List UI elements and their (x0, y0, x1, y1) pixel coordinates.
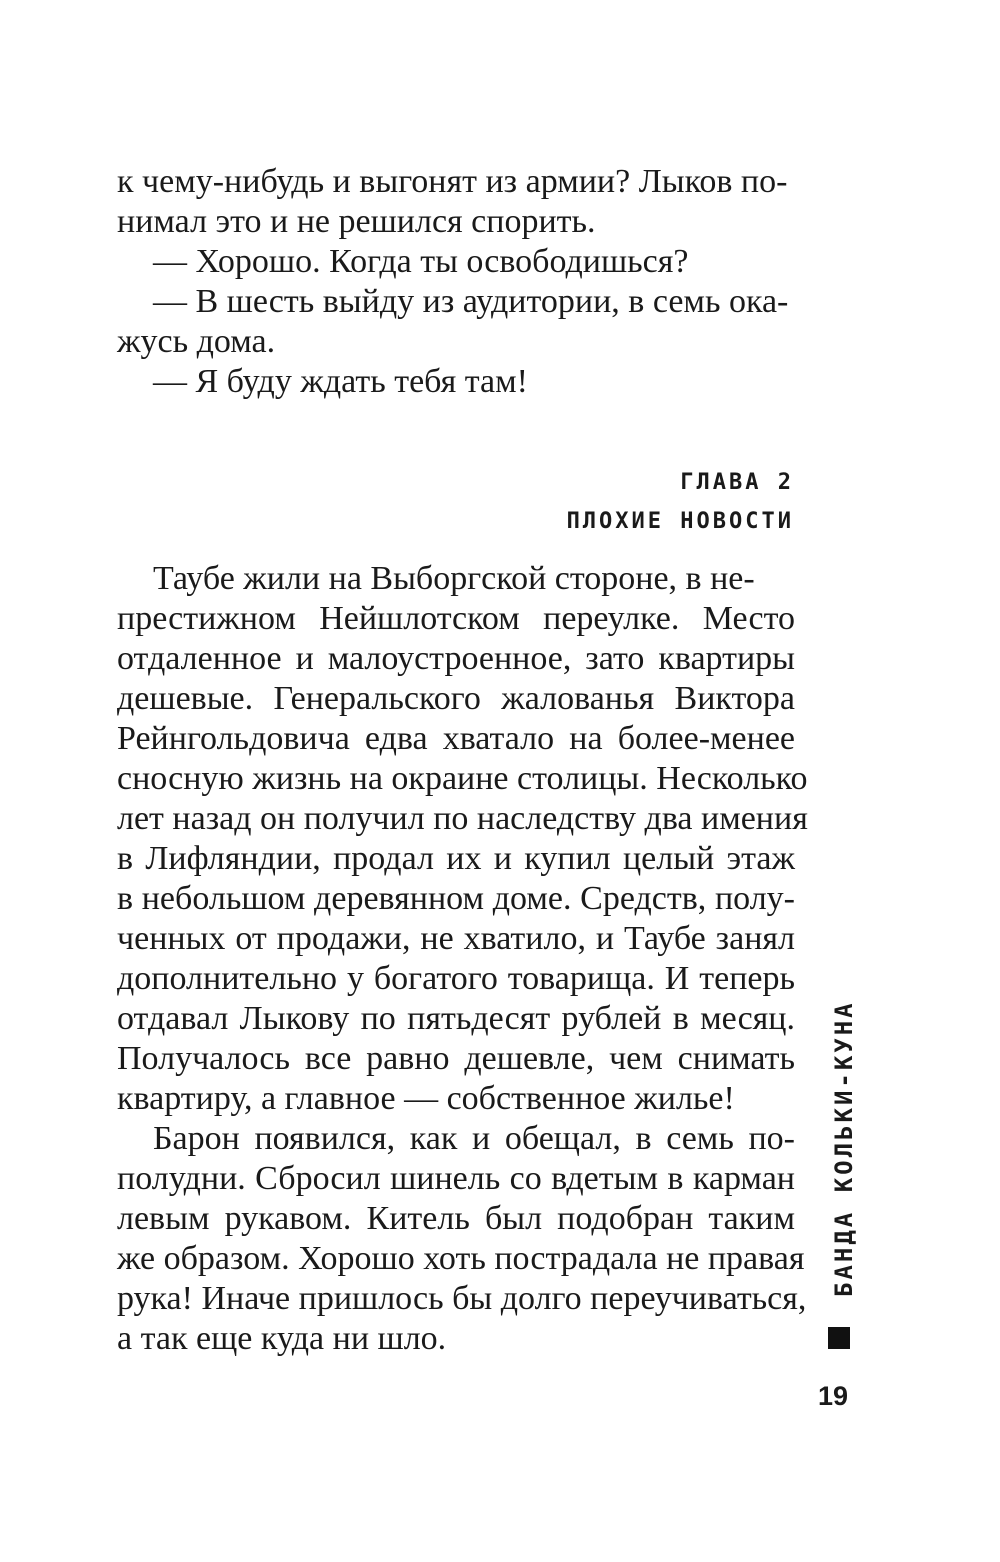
paragraph-line: Таубе жили на Выборгской стороне, в не- (153, 560, 755, 597)
paragraph-line: престижном Нейшлотском переулке. Место (117, 600, 795, 637)
paragraph-line: лет назад он получил по наследству два имения (117, 800, 808, 837)
text-line: к чему-нибудь и выгонят из армии? Лыков по- (117, 163, 788, 200)
paragraph-line: же образом. Хорошо хоть пострадала не правая (117, 1240, 805, 1277)
series-title: БАНДА КОЛЬКИ-КУНА (830, 1000, 858, 1297)
paragraph-line: Барон появился, как и обещал, в семь по- (153, 1120, 795, 1157)
paragraph-line: квартиру, а главное — собственное жилье! (117, 1080, 735, 1117)
paragraph-line: Получалось все равно дешевле, чем снимать (117, 1040, 795, 1077)
chapter-number: ГЛАВА 2 (680, 470, 794, 495)
paragraph-line: ченных от продажи, не хватило, и Таубе занял (117, 920, 795, 957)
square-marker-icon (828, 1327, 850, 1349)
paragraph-line: сносную жизнь на окраине столицы. Несколько (117, 760, 808, 797)
paragraph-line: отдавал Лыкову по пятьдесят рублей в месяц. (117, 1000, 795, 1037)
paragraph-line: а так еще куда ни шло. (117, 1320, 447, 1357)
dialogue-line: — Хорошо. Когда ты освободишься? (153, 243, 689, 280)
dialogue-line: — В шесть выйду из аудитории, в семь ока- (153, 283, 789, 320)
paragraph-line: отдаленное и малоустроенное, зато квартиры (117, 640, 795, 677)
page-number: 19 (818, 1381, 849, 1411)
chapter-title: ПЛОХИЕ НОВОСТИ (566, 509, 794, 534)
paragraph-line: рука! Иначе пришлось бы долго переучиваться, (117, 1280, 807, 1317)
paragraph-line: дешевые. Генеральского жалованья Виктора (117, 680, 795, 717)
paragraph-line: дополнительно у богатого товарища. И теперь (117, 960, 795, 997)
text-line: нимал это и не решился спорить. (117, 203, 596, 240)
paragraph-line: Рейнгольдовича едва хватало на более-менее (117, 720, 795, 757)
paragraph-line: в Лифляндии, продал их и купил целый этаж (117, 840, 795, 877)
paragraph-line: полудни. Сбросил шинель со вдетым в карман (117, 1160, 795, 1197)
paragraph-line: левым рукавом. Китель был подобран таким (117, 1200, 795, 1237)
text-line: жусь дома. (117, 323, 276, 360)
paragraph-line: в небольшом деревянном доме. Средств, полу- (117, 880, 795, 917)
dialogue-line: — Я буду ждать тебя там! (153, 363, 528, 400)
